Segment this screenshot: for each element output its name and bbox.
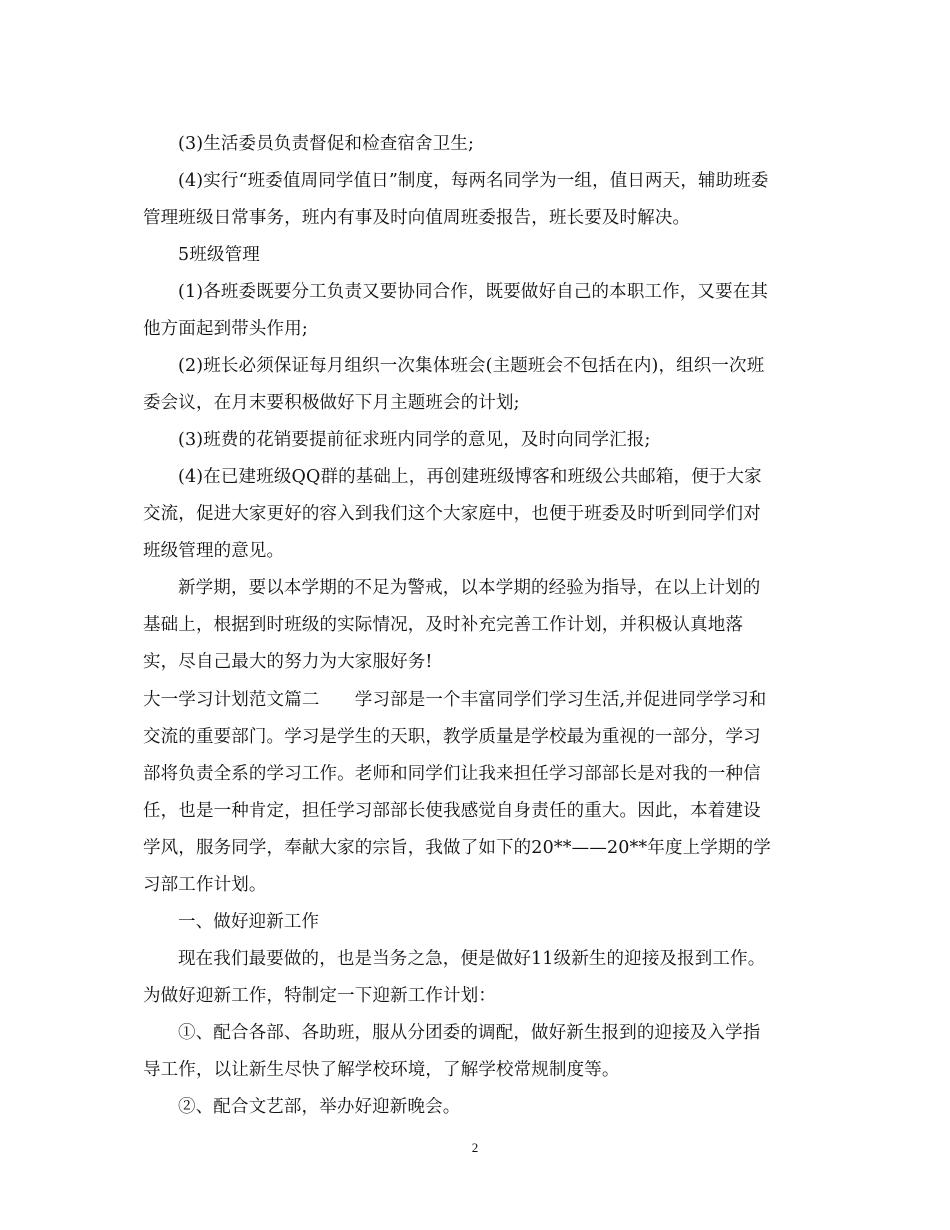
paragraph-line: 任，也是一种肯定，担任学习部部长使我感觉自身责任的重大。因此，本着建设 [143, 801, 761, 821]
paragraph-line: 管理班级日常事务，班内有事及时向值周班委报告，班长要及时解决。 [143, 208, 691, 228]
paragraph-line: (2)班长必须保证每月组织一次集体班会(主题班会不包括在内)，组织一次班 [178, 356, 765, 376]
paragraph-line: 班级管理的意见。 [143, 541, 285, 561]
paragraph-line: 基础上，根据到时班级的实际情况，及时补充完善工作计划，并积极认真地落 [143, 615, 744, 635]
paragraph-line: (4)实行“班委值周同学值日”制度，每两名同学为一组，值日两天，辅助班委 [178, 171, 769, 191]
section-heading: 5班级管理 [178, 245, 260, 265]
paragraph-line: 交流的重要部门。学习是学生的天职，教学质量是学校最为重视的一部分，学习 [143, 727, 761, 747]
paragraph-line: 习部工作计划。 [143, 875, 267, 895]
paragraph-line: 现在我们最要做的，也是当务之急，便是做好11级新生的迎接及报到工作。 [178, 949, 766, 969]
paragraph-line: 新学期，要以本学期的不足为警戒，以本学期的经验为指导，在以上计划的 [178, 578, 761, 598]
paragraph-line: ①、配合各部、各助班，服从分团委的调配，做好新生报到的迎接及入学指 [178, 1023, 761, 1043]
section-heading: 一、做好迎新工作 [178, 912, 320, 932]
paragraph-line: ②、配合文艺部，举办好迎新晚会。 [178, 1097, 461, 1117]
paragraph-line: 实，尽自己最大的努力为大家服好务! [143, 652, 433, 672]
paragraph-line: (3)班费的花销要提前征求班内同学的意见，及时向同学汇报; [178, 430, 651, 450]
paragraph-line: 为做好迎新工作，特制定一下迎新工作计划： [143, 986, 496, 1006]
paragraph-line: (3)生活委员负责督促和检查宿舍卫生; [178, 134, 475, 154]
paragraph-line: 导工作，以让新生尽快了解学校环境，了解学校常规制度等。 [143, 1060, 620, 1080]
section-title-line: 大一学习计划范文篇二 学习部是一个丰富同学们学习生活,并促进同学学习和 [143, 690, 767, 710]
paragraph-line: 部将负责全系的学习工作。老师和同学们让我来担任学习部部长是对我的一种信 [143, 764, 761, 784]
paragraph-line: 学风，服务同学，奉献大家的宗旨，我做了如下的20**——20**年度上学期的学 [143, 838, 771, 858]
page-number: 2 [471, 1140, 479, 1155]
paragraph-line: 交流，促进大家更好的容入到我们这个大家庭中，也便于班委及时听到同学们对 [143, 504, 761, 524]
paragraph-line: 委会议，在月末要积极做好下月主题班会的计划; [143, 393, 520, 413]
paragraph-line: 他方面起到带头作用; [143, 319, 308, 339]
paragraph-line: (4)在已建班级QQ群的基础上，再创建班级博客和班级公共邮箱，便于大家 [178, 467, 762, 487]
paragraph-line: (1)各班委既要分工负责又要协同合作，既要做好自己的本职工作，又要在其 [178, 282, 769, 302]
